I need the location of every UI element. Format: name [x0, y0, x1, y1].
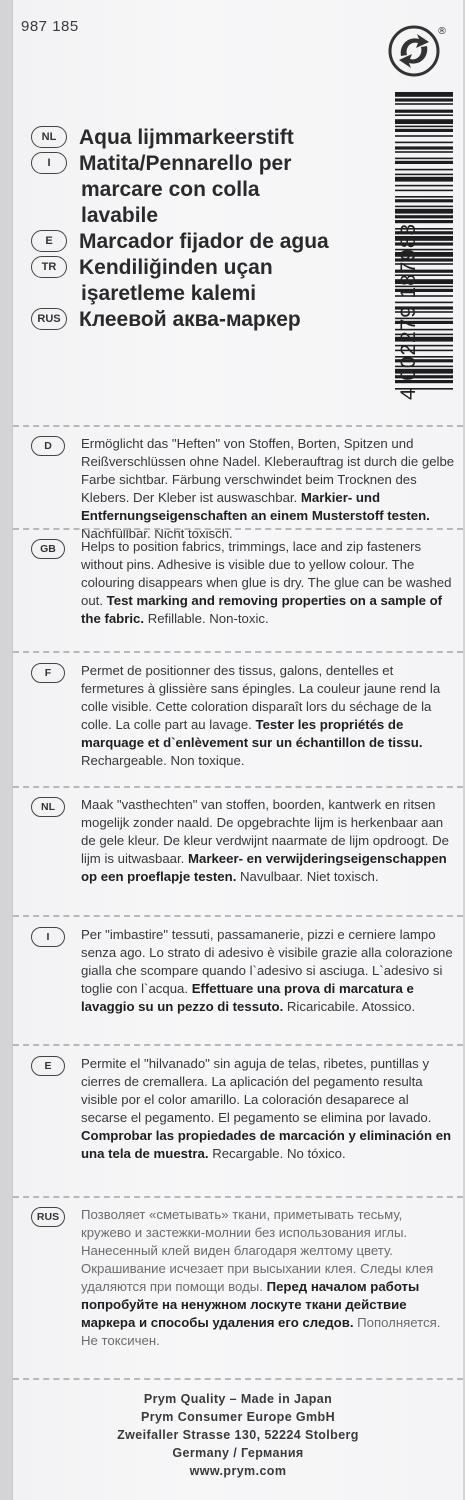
divider	[13, 425, 463, 427]
product-titles	[31, 125, 381, 333]
barcode-bar	[395, 129, 453, 132]
section-text: Helps to position fabrics, trimmings, lace and zip fasteners without pins. Adhesive is visible due to yellow colour. The colouring disappears when glue is dry. The glue can be washed out.	[81, 539, 452, 608]
barcode-bar	[395, 146, 453, 149]
barcode-bar	[395, 215, 453, 218]
section-bold-text: Tester les propriétés de marquage et d`enlèvement sur un échantillon de tissu.	[81, 717, 423, 750]
lang-badge-es: E	[31, 230, 67, 252]
title-nl	[31, 125, 381, 151]
section-tail: Rechargeable. Non toxique.	[81, 753, 245, 768]
section-bold-text: Test marking and removing properties on a sample of the fabric.	[81, 593, 443, 626]
section-text: Maak "vasthechten" van stoffen, boorden, kantwerk en ritsen mogelijk zonder naald. De opgebrachte lijm is herkenbaar aan de gele kleur. De kleur verdwijnt naarmate de lijm opdroogt. De lijm is uitwasbaar.	[81, 797, 449, 866]
title-text: lavabile	[81, 204, 159, 227]
section-bold-text: Перед началом работы попробуйте на ненужном лоскуте ткани действие маркера и способы удаления его следов.	[81, 1279, 420, 1330]
lang-badge-it: I	[31, 152, 67, 174]
barcode-bar	[395, 103, 453, 105]
barcode-bar	[395, 174, 453, 176]
footer-line: Prym Consumer Europe GmbH	[140, 1410, 336, 1424]
barcode-bar	[395, 177, 453, 182]
divider	[13, 528, 463, 530]
section-tail: Nachfüllbar. Nicht toxisch.	[81, 526, 233, 541]
registered-mark: ®	[437, 26, 447, 37]
title-it	[31, 151, 381, 177]
title-text: marcare con colla	[81, 178, 260, 201]
title-text: Matita/Pennarello per	[79, 152, 292, 175]
barcode-digits: 4 002279 187983	[397, 223, 420, 400]
lang-badge-fr: F	[31, 663, 65, 683]
section-bold-text: Markeer- en verwijderingseigenschappen op een proeflapje testen.	[81, 851, 447, 884]
barcode-bar	[395, 185, 453, 187]
barcode-bar	[395, 110, 453, 113]
lang-badge-de: D	[31, 436, 65, 456]
footer-line: Germany / Германия	[172, 1446, 304, 1460]
section-text: Permet de positionner des tissus, galons, dentelles et fermetures à glissière sans épingles. La couleur jaune rend la colle visible. Cette coloration disparaît lors du séchage de la colle. La colle part au lavage.	[81, 663, 441, 732]
divider	[13, 915, 463, 917]
article-number: 987 185	[21, 18, 79, 35]
barcode-bar	[395, 119, 453, 124]
section-text: Позволяет «сметывать» ткани, приметывать тесьму, кружево и застежки-молнии без использования иглы. Нанесенный клей виден благодаря желтому цвету. Окрашивание исчезает при высыхании клея. Следы клея удаляются при помощи воды.	[81, 1207, 434, 1294]
section-bold-text: Markier- und Entfernungseigenschaften an einem Musterstoff testen.	[81, 490, 430, 523]
lang-badge-gb: GB	[31, 539, 65, 559]
section-tail: Пополняется. Не токсичен.	[81, 1315, 441, 1348]
barcode-bar	[395, 142, 453, 144]
section-nl	[31, 796, 456, 886]
footer-line: Prym Quality – Made in Japan	[143, 1392, 333, 1406]
lang-badge-ru: RUS	[31, 308, 67, 330]
lang-badge-nl: NL	[31, 797, 65, 817]
section-text: Per "imbastire" tessuti, passamanerie, pizzi e cerniere lampo senza ago. Lo strato di adesivo è visibile grazie alla colorazione gialla che scompare quando l`adesivo si asciuga. L`adesivo si toglie con l`acqua.	[81, 927, 453, 996]
divider	[13, 1196, 463, 1198]
barcode-bar	[395, 190, 453, 192]
section-bold-text: Comprobar las propiedades de marcación y eliminación en una tela de muestra.	[81, 1128, 452, 1161]
title-text: Aqua lijmmarkeerstift	[79, 126, 294, 149]
barcode-bar	[395, 206, 453, 208]
barcode-bar	[395, 135, 453, 137]
footer-line: Zweifaller Strasse 130, 52224 Stolberg	[117, 1428, 359, 1442]
lang-badge-it: I	[31, 927, 65, 947]
barcode-bar	[395, 199, 453, 202]
section-tail: Recargable. No tóxico.	[208, 1146, 346, 1161]
title-text: işaretleme kalemi	[81, 282, 257, 305]
divider	[13, 1044, 463, 1046]
barcode-bar	[395, 126, 453, 128]
barcode-bar	[395, 196, 453, 198]
divider	[13, 1378, 463, 1380]
package-back-card	[12, 0, 463, 1500]
section-tail: Refillable. Non-toxic.	[144, 611, 269, 626]
section-bold-text: Effettuare una prova di marcatura e lavaggio su un pezzo di tessuto.	[81, 981, 414, 1014]
lang-badge-nl: NL	[31, 126, 67, 148]
lang-badge-es: E	[31, 1056, 65, 1076]
barcode-bar	[395, 158, 453, 160]
title-text: Marcador fijador de agua	[79, 230, 329, 253]
section-tail: Navulbaar. Niet toxisch.	[236, 869, 379, 884]
title-ru	[31, 307, 381, 333]
section-gb	[31, 538, 456, 628]
divider	[13, 651, 463, 653]
section-ru	[31, 1206, 456, 1350]
barcode-bar	[395, 209, 453, 214]
barcode-bar	[395, 151, 453, 153]
recycle-icon	[387, 22, 445, 80]
section-fr	[31, 662, 456, 770]
barcode-bar	[395, 92, 453, 97]
footer-line: www.prym.com	[189, 1464, 287, 1478]
lang-badge-tr: TR	[31, 256, 67, 278]
title-tr	[31, 255, 381, 281]
section-tail: Ricaricabile. Atossico.	[283, 999, 416, 1014]
barcode-bar	[395, 98, 453, 101]
lang-badge-ru: RUS	[31, 1207, 65, 1227]
title-es	[31, 229, 381, 255]
title-text: Kendiliğinden uçan	[79, 256, 273, 279]
section-de	[31, 435, 456, 543]
barcode-bar	[395, 161, 453, 164]
footer-address	[13, 1390, 463, 1480]
barcode-bar	[395, 114, 453, 116]
section-es	[31, 1055, 456, 1163]
barcode-bar	[395, 169, 453, 171]
title-text: Клеевой аква-маркер	[79, 308, 301, 331]
divider	[13, 786, 463, 788]
section-text: Ermöglicht das "Heften" von Stoffen, Borten, Spitzen und Reißverschlüssen ohne Nadel. Kleberauftrag ist durch die gelbe Farbe sichtbar. Färbung verschwindet beim Trocknen des Klebers. Der Kleber ist auswaschbar.	[81, 436, 455, 505]
section-text: Permite el "hilvanado" sin aguja de telas, ribetes, puntillas y cierres de cremallera. La aplicación del pegamento resulta visible por el color amarillo. La coloración desaparece al secarse el pegamento. El pegamento se elimina por lavado.	[81, 1056, 432, 1125]
section-it	[31, 926, 456, 1016]
